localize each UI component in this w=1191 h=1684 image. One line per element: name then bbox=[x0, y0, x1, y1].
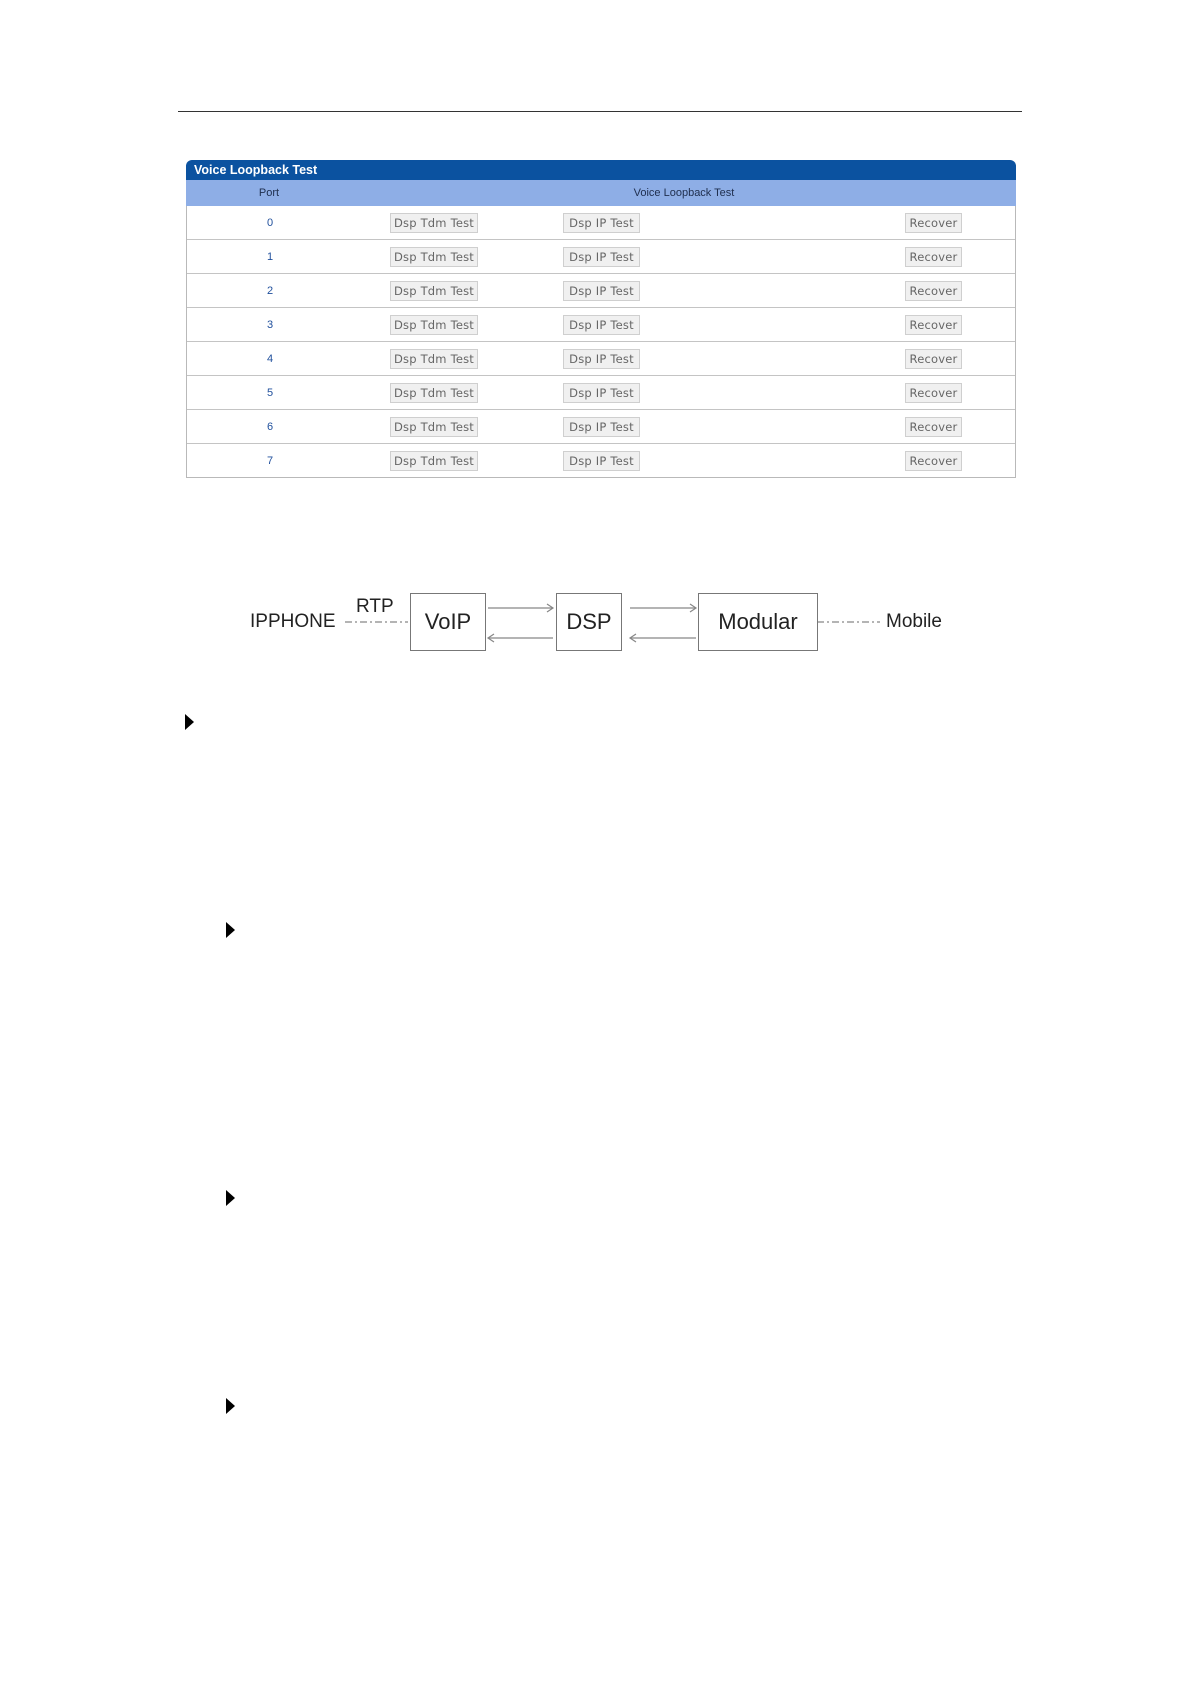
bullet-arrow-icon bbox=[185, 714, 194, 730]
recover-button[interactable]: Recover bbox=[905, 417, 962, 437]
dsp-tdm-test-button[interactable]: Dsp Tdm Test bbox=[390, 349, 478, 369]
dsp-ip-test-button[interactable]: Dsp IP Test bbox=[563, 451, 640, 471]
recover-button[interactable]: Recover bbox=[905, 349, 962, 369]
recover-button[interactable]: Recover bbox=[905, 315, 962, 335]
table-header bbox=[186, 180, 1016, 206]
table-row bbox=[187, 206, 1015, 239]
recover-button[interactable]: Recover bbox=[905, 213, 962, 233]
dsp-ip-test-button[interactable]: Dsp IP Test bbox=[563, 417, 640, 437]
dsp-ip-test-button[interactable]: Dsp IP Test bbox=[563, 383, 640, 403]
dsp-tdm-test-button[interactable]: Dsp Tdm Test bbox=[390, 451, 478, 471]
port-number: 0 bbox=[266, 216, 274, 229]
panel-title: Voice Loopback Test bbox=[186, 160, 1016, 180]
voip-box: VoIP bbox=[410, 593, 486, 651]
recover-button[interactable]: Recover bbox=[905, 247, 962, 267]
dsp-tdm-test-button[interactable]: Dsp Tdm Test bbox=[390, 247, 478, 267]
recover-button[interactable]: Recover bbox=[905, 383, 962, 403]
recover-button[interactable]: Recover bbox=[905, 281, 962, 301]
dsp-tdm-test-button[interactable]: Dsp Tdm Test bbox=[390, 315, 478, 335]
ipphone-label: IPPHONE bbox=[250, 611, 336, 632]
loopback-diagram bbox=[250, 585, 970, 665]
mobile-label: Mobile bbox=[886, 611, 942, 632]
dsp-tdm-test-button[interactable]: Dsp Tdm Test bbox=[390, 281, 478, 301]
table-row bbox=[187, 375, 1015, 409]
port-number: 5 bbox=[266, 386, 274, 399]
column-header-port: Port bbox=[258, 187, 280, 199]
page-header-rule bbox=[178, 111, 1022, 112]
dsp-tdm-test-button[interactable]: Dsp Tdm Test bbox=[390, 383, 478, 403]
table-row bbox=[187, 273, 1015, 307]
port-number: 4 bbox=[266, 352, 274, 365]
dsp-ip-test-button[interactable]: Dsp IP Test bbox=[563, 247, 640, 267]
dsp-ip-test-button[interactable]: Dsp IP Test bbox=[563, 349, 640, 369]
dsp-tdm-test-button[interactable]: Dsp Tdm Test bbox=[390, 417, 478, 437]
bullet-arrow-icon bbox=[226, 922, 235, 938]
port-table bbox=[186, 206, 1016, 478]
port-number: 7 bbox=[266, 454, 274, 467]
dsp-ip-test-button[interactable]: Dsp IP Test bbox=[563, 315, 640, 335]
dsp-ip-test-button[interactable]: Dsp IP Test bbox=[563, 281, 640, 301]
dsp-box: DSP bbox=[556, 593, 622, 651]
table-row bbox=[187, 409, 1015, 443]
recover-button[interactable]: Recover bbox=[905, 451, 962, 471]
dsp-tdm-test-button[interactable]: Dsp Tdm Test bbox=[390, 213, 478, 233]
table-row bbox=[187, 307, 1015, 341]
port-number: 1 bbox=[266, 250, 274, 263]
port-number: 2 bbox=[266, 284, 274, 297]
table-row bbox=[187, 341, 1015, 375]
dsp-ip-test-button[interactable]: Dsp IP Test bbox=[563, 213, 640, 233]
bullet-arrow-icon bbox=[226, 1190, 235, 1206]
modular-box: Modular bbox=[698, 593, 818, 651]
table-row bbox=[187, 443, 1015, 477]
bullet-arrow-icon bbox=[226, 1398, 235, 1414]
port-number: 3 bbox=[266, 318, 274, 331]
column-header-test: Voice Loopback Test bbox=[633, 187, 735, 199]
port-number: 6 bbox=[266, 420, 274, 433]
rtp-label: RTP bbox=[356, 596, 394, 617]
table-row bbox=[187, 239, 1015, 273]
voice-loopback-panel bbox=[186, 160, 1016, 478]
